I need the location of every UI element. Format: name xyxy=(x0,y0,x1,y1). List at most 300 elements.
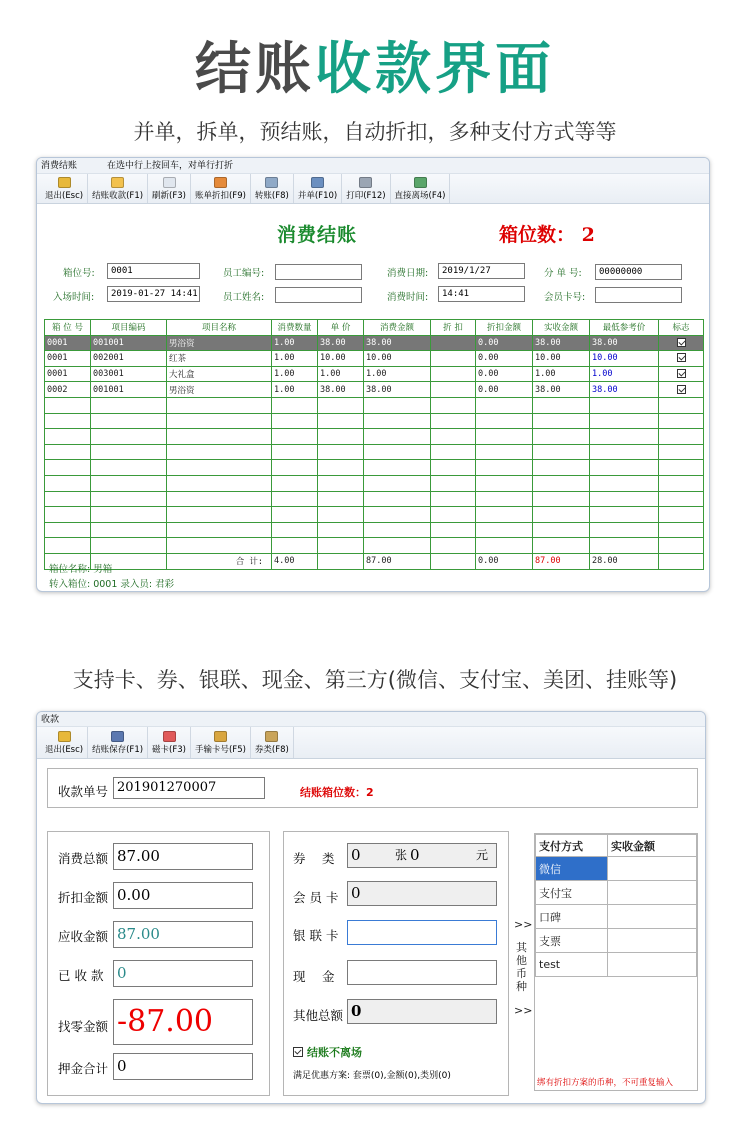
staff-name-field[interactable] xyxy=(275,287,362,303)
merge-icon xyxy=(311,177,324,188)
table-cell xyxy=(590,444,659,460)
table-cell xyxy=(659,413,704,429)
table-cell xyxy=(272,429,318,445)
amount-label: 找零金额 xyxy=(58,1019,109,1034)
pay-method-amount[interactable] xyxy=(608,881,697,905)
table-cell xyxy=(45,397,91,413)
box-no-field[interactable]: 0001 xyxy=(107,263,200,279)
table-cell xyxy=(476,460,533,476)
table-cell xyxy=(659,522,704,538)
table-cell xyxy=(167,538,272,554)
table-cell xyxy=(364,491,431,507)
table-cell xyxy=(91,522,167,538)
table-cell: 0001 xyxy=(45,351,91,367)
cash-label: 现 金 xyxy=(293,969,335,984)
table-cell: 10.00 xyxy=(590,351,659,367)
date-field[interactable]: 2019/1/27 xyxy=(438,263,525,279)
table-cell xyxy=(659,382,704,398)
table-cell: 0.00 xyxy=(476,351,533,367)
pay-panel xyxy=(534,833,698,1091)
items-table xyxy=(44,319,704,570)
payment-window xyxy=(36,711,706,1104)
table-cell xyxy=(272,491,318,507)
table-cell xyxy=(431,475,476,491)
table-cell xyxy=(167,522,272,538)
column-header[interactable]: 折扣金额 xyxy=(476,320,533,336)
pay-method-name: 支票 xyxy=(536,929,608,953)
payment-titlebar: 收款 xyxy=(37,712,705,727)
table-cell xyxy=(590,460,659,476)
amount-field[interactable]: 0 xyxy=(113,1053,253,1080)
pay-method-row[interactable] xyxy=(536,857,697,881)
table-cell xyxy=(533,507,590,523)
table-cell xyxy=(364,475,431,491)
transfer-icon xyxy=(265,177,278,188)
table-cell: 0001 xyxy=(45,335,91,351)
staff-no-field[interactable] xyxy=(275,264,362,280)
table-cell xyxy=(272,413,318,429)
pay-method-row[interactable] xyxy=(536,929,697,953)
amount-field[interactable]: 0 xyxy=(113,960,253,987)
column-header[interactable]: 实收金额 xyxy=(533,320,590,336)
table-cell xyxy=(272,538,318,554)
amount-label: 消费总额 xyxy=(58,851,109,866)
table-cell xyxy=(45,522,91,538)
promo-info: 满足优惠方案: 套票(0),金额(0),类别(0) xyxy=(293,1071,451,1081)
table-cell: 002001 xyxy=(91,351,167,367)
table-cell xyxy=(364,507,431,523)
table-cell xyxy=(590,507,659,523)
table-cell: 红茶 xyxy=(167,351,272,367)
table-cell: 1.00 xyxy=(318,366,364,382)
split-label: 分 单 号: xyxy=(544,268,582,279)
table-cell xyxy=(167,507,272,523)
time-label: 消费时间: xyxy=(387,292,429,303)
table-cell: 38.00 xyxy=(590,335,659,351)
table-cell xyxy=(318,413,364,429)
table-cell xyxy=(431,366,476,382)
total-row xyxy=(45,553,704,569)
table-cell xyxy=(659,475,704,491)
table-cell xyxy=(167,429,272,445)
table-cell xyxy=(45,413,91,429)
column-header[interactable]: 折 扣 xyxy=(431,320,476,336)
amount-field[interactable]: 87.00 xyxy=(113,843,253,870)
member-label: 会员卡号: xyxy=(544,292,586,303)
table-cell: 001001 xyxy=(91,335,167,351)
table-cell: 38.00 xyxy=(533,382,590,398)
split-field[interactable]: 00000000 xyxy=(595,264,682,280)
table-cell xyxy=(45,507,91,523)
toolbar xyxy=(37,174,709,204)
hero-title: 结账收款界面 xyxy=(195,37,555,102)
table-cell xyxy=(590,475,659,491)
amount-label: 押金合计 xyxy=(58,1061,109,1076)
discount-icon xyxy=(214,177,227,188)
table-cell: 1.00 xyxy=(533,366,590,382)
table-cell: 男浴资 xyxy=(167,382,272,398)
table-cell xyxy=(167,475,272,491)
table-header xyxy=(45,320,704,336)
table-cell xyxy=(590,522,659,538)
pay-method-name: 支付宝 xyxy=(536,881,608,905)
date-label: 消费日期: xyxy=(387,268,429,279)
table-cell xyxy=(476,507,533,523)
coupon-button[interactable]: 券类(F8) xyxy=(251,727,294,758)
manual-card-button[interactable]: 手输卡号(F5) xyxy=(191,727,251,758)
settle-button[interactable]: 结账收款(F1) xyxy=(88,174,148,203)
transfer-button[interactable]: 转账(F8) xyxy=(251,174,294,203)
coupon-field[interactable]: 0 张 0 元 xyxy=(347,843,497,868)
table-cell xyxy=(533,444,590,460)
pay-method-name: 微信 xyxy=(536,857,608,881)
table-cell xyxy=(272,522,318,538)
table-row[interactable] xyxy=(45,475,704,491)
total-cell: 4.00 xyxy=(272,553,318,569)
amount-label: 折扣金额 xyxy=(58,890,109,905)
table-cell xyxy=(590,397,659,413)
leave-button[interactable]: 直接离场(F4) xyxy=(391,174,451,203)
pay-method-amount[interactable] xyxy=(608,857,697,881)
staff-no-label: 员工编号: xyxy=(223,268,265,279)
pay-note: 绑有折扣方案的币种，不可重复输入 xyxy=(537,1078,674,1088)
column-header[interactable]: 单 价 xyxy=(318,320,364,336)
table-cell xyxy=(533,397,590,413)
member-card-field[interactable]: 0 xyxy=(347,881,497,906)
total-cell: 合 计: xyxy=(167,553,272,569)
amount-field[interactable]: -87.00 xyxy=(113,999,253,1045)
print-button[interactable]: 打印(F12) xyxy=(342,174,390,203)
table-cell xyxy=(318,429,364,445)
table-cell xyxy=(476,444,533,460)
table-cell xyxy=(272,444,318,460)
table-row[interactable] xyxy=(45,397,704,413)
table-cell xyxy=(431,382,476,398)
pay-method-row[interactable] xyxy=(536,905,697,929)
table-cell: 1.00 xyxy=(272,382,318,398)
table-cell xyxy=(91,491,167,507)
table-cell: 0001 xyxy=(45,366,91,382)
table-cell xyxy=(364,538,431,554)
table-cell xyxy=(91,507,167,523)
table-cell xyxy=(364,413,431,429)
pay-method-amount[interactable] xyxy=(608,905,697,929)
merge-button[interactable]: 并单(F10) xyxy=(294,174,342,203)
column-header[interactable]: 消费数量 xyxy=(272,320,318,336)
total-cell: 0.00 xyxy=(476,553,533,569)
transfer-info: 转入箱位: 0001 录入员: 君彩 xyxy=(49,579,175,590)
printer-icon xyxy=(359,177,372,188)
table-cell xyxy=(272,507,318,523)
table-cell xyxy=(476,429,533,445)
order-no-field[interactable]: 201901270007 xyxy=(113,777,265,799)
pay-method-amount[interactable] xyxy=(608,929,697,953)
table-cell xyxy=(659,538,704,554)
table-cell xyxy=(45,491,91,507)
amount-field[interactable]: 87.00 xyxy=(113,921,253,948)
table-cell xyxy=(45,444,91,460)
amount-label: 已 收 款 xyxy=(58,968,104,983)
member-field[interactable] xyxy=(595,287,682,303)
table-cell: 0.00 xyxy=(476,335,533,351)
enter-time-field[interactable]: 2019-01-27 14:41 xyxy=(107,286,200,302)
table-cell xyxy=(476,522,533,538)
table-cell xyxy=(590,538,659,554)
column-header[interactable]: 标志 xyxy=(659,320,704,336)
table-cell xyxy=(91,397,167,413)
total-cell xyxy=(318,553,364,569)
refresh-button[interactable]: 刷新(F3) xyxy=(148,174,191,203)
expand-arrow-2[interactable]: >> xyxy=(514,1004,533,1017)
save-button[interactable]: 结账保存(F1) xyxy=(88,727,148,758)
table-cell xyxy=(91,460,167,476)
table-cell xyxy=(659,491,704,507)
pay-method-name: 口碑 xyxy=(536,905,608,929)
table-cell xyxy=(45,475,91,491)
table-row[interactable] xyxy=(45,538,704,554)
table-cell xyxy=(533,491,590,507)
pay-method-row[interactable] xyxy=(536,881,697,905)
exit-icon xyxy=(58,177,71,188)
no-leave-option[interactable]: 结账不离场 xyxy=(293,1044,362,1060)
total-cell: 87.00 xyxy=(364,553,431,569)
other-total-label: 其他总额 xyxy=(293,1008,344,1023)
table-cell xyxy=(659,507,704,523)
coupon-icon xyxy=(265,731,278,742)
table-cell xyxy=(533,429,590,445)
expand-arrow[interactable]: >> xyxy=(514,918,533,931)
amount-label: 应收金额 xyxy=(58,929,109,944)
table-cell: 1.00 xyxy=(272,366,318,382)
table-cell xyxy=(167,444,272,460)
checkbox-icon[interactable] xyxy=(677,338,686,347)
table-cell xyxy=(45,460,91,476)
other-total-field[interactable]: 0 xyxy=(347,999,497,1024)
table-row[interactable] xyxy=(45,444,704,460)
checkout-heading: 消费结账 xyxy=(277,224,358,246)
amount-field[interactable]: 0.00 xyxy=(113,882,253,909)
table-cell xyxy=(272,475,318,491)
column-header[interactable]: 项目编码 xyxy=(91,320,167,336)
settle-icon xyxy=(111,177,124,188)
table-cell xyxy=(590,491,659,507)
total-cell xyxy=(659,553,704,569)
checkbox-icon[interactable] xyxy=(677,369,686,378)
table-cell xyxy=(318,507,364,523)
coupon-label: 券 类 xyxy=(293,851,335,866)
table-cell: 1.00 xyxy=(272,351,318,367)
table-cell: 0002 xyxy=(45,382,91,398)
table-row[interactable] xyxy=(45,351,704,367)
table-cell xyxy=(45,538,91,554)
table-cell xyxy=(431,507,476,523)
table-cell xyxy=(45,429,91,445)
table-cell xyxy=(318,522,364,538)
table-cell xyxy=(431,491,476,507)
pay-method-name: test xyxy=(536,953,608,977)
table-row[interactable] xyxy=(45,335,704,351)
table-cell xyxy=(476,413,533,429)
table-row[interactable] xyxy=(45,382,704,398)
box-count: 箱位数： 2 xyxy=(499,224,595,246)
union-card-field[interactable] xyxy=(347,920,497,945)
table-cell: 10.00 xyxy=(533,351,590,367)
table-cell xyxy=(431,538,476,554)
person-icon xyxy=(414,177,427,188)
table-cell xyxy=(533,460,590,476)
pay-method-amount[interactable] xyxy=(608,953,697,977)
total-cell: 87.00 xyxy=(533,553,590,569)
table-cell xyxy=(533,475,590,491)
discount-button[interactable]: 账单折扣(F9) xyxy=(191,174,251,203)
table-row[interactable] xyxy=(45,460,704,476)
table-cell: 1.00 xyxy=(272,335,318,351)
checkbox-icon xyxy=(293,1047,303,1057)
table-cell xyxy=(476,538,533,554)
table-cell: 0.00 xyxy=(476,366,533,382)
table-row[interactable] xyxy=(45,429,704,445)
column-header[interactable]: 箱 位 号 xyxy=(45,320,91,336)
checkout-window xyxy=(36,157,710,592)
table-cell xyxy=(318,491,364,507)
column-header[interactable]: 项目名称 xyxy=(167,320,272,336)
table-cell xyxy=(318,397,364,413)
settle-count: 结账箱位数：2 xyxy=(300,786,374,799)
table-cell xyxy=(167,491,272,507)
table-cell xyxy=(659,444,704,460)
table-cell: 001001 xyxy=(91,382,167,398)
union-card-label: 银 联 卡 xyxy=(293,928,339,943)
table-cell xyxy=(364,460,431,476)
window-titlebar: 消费结账 在选中行上按回车，对单行打折 xyxy=(37,158,709,174)
table-cell: 38.00 xyxy=(533,335,590,351)
table-cell xyxy=(659,397,704,413)
table-cell: 1.00 xyxy=(590,366,659,382)
table-cell xyxy=(590,413,659,429)
table-cell xyxy=(431,397,476,413)
member-card-label: 会 员 卡 xyxy=(293,890,339,905)
pay-header: 支付方式 实收金额 xyxy=(536,835,697,857)
table-cell: 003001 xyxy=(91,366,167,382)
table-cell xyxy=(431,351,476,367)
table-cell xyxy=(533,538,590,554)
table-cell xyxy=(364,522,431,538)
refresh-icon xyxy=(163,177,176,188)
box-no-label: 箱位号: xyxy=(63,268,95,279)
table-cell: 38.00 xyxy=(318,382,364,398)
table-cell: 38.00 xyxy=(364,382,431,398)
table-cell: 10.00 xyxy=(364,351,431,367)
table-cell xyxy=(91,429,167,445)
table-cell xyxy=(272,460,318,476)
exit-button[interactable]: 退出(Esc) xyxy=(41,727,88,758)
staff-name-label: 员工姓名: xyxy=(223,292,265,303)
payment-caption: 支持卡、券、银联、现金、第三方(微信、支付宝、美团、挂账等) xyxy=(72,668,678,692)
table-cell: 38.00 xyxy=(590,382,659,398)
table-row[interactable] xyxy=(45,413,704,429)
table-cell xyxy=(91,444,167,460)
table-cell xyxy=(318,460,364,476)
cash-field[interactable] xyxy=(347,960,497,985)
table-cell xyxy=(476,397,533,413)
total-cell: 28.00 xyxy=(590,553,659,569)
table-cell xyxy=(431,460,476,476)
table-row[interactable] xyxy=(45,507,704,523)
pay-method-row[interactable] xyxy=(536,953,697,977)
table-row[interactable] xyxy=(45,491,704,507)
table-cell xyxy=(533,413,590,429)
exit-button[interactable]: 退出(Esc) xyxy=(41,174,88,203)
table-cell: 大礼盒 xyxy=(167,366,272,382)
table-cell xyxy=(533,522,590,538)
table-cell xyxy=(91,475,167,491)
table-cell: 10.00 xyxy=(318,351,364,367)
table-cell xyxy=(364,397,431,413)
table-cell xyxy=(590,429,659,445)
enter-time-label: 入场时间: xyxy=(53,292,95,303)
column-header[interactable]: 最低参考价 xyxy=(590,320,659,336)
card-icon xyxy=(163,731,176,742)
order-label: 收款单号 xyxy=(58,784,109,799)
table-cell xyxy=(364,429,431,445)
keyboard-icon xyxy=(214,731,227,742)
checkbox-icon[interactable] xyxy=(677,385,686,394)
other-currency-label: 其他币种 xyxy=(516,941,527,993)
table-cell xyxy=(167,397,272,413)
table-cell xyxy=(659,366,704,382)
pay-methods-table xyxy=(535,834,697,977)
table-cell xyxy=(167,413,272,429)
column-header[interactable]: 消费金额 xyxy=(364,320,431,336)
table-cell xyxy=(659,460,704,476)
table-cell xyxy=(318,475,364,491)
table-cell: 38.00 xyxy=(364,335,431,351)
table-cell xyxy=(431,522,476,538)
exit-icon xyxy=(58,731,71,742)
table-cell xyxy=(318,538,364,554)
table-cell: 0.00 xyxy=(476,382,533,398)
table-cell xyxy=(431,444,476,460)
table-cell xyxy=(476,475,533,491)
table-cell xyxy=(91,413,167,429)
checkbox-icon[interactable] xyxy=(677,353,686,362)
table-cell xyxy=(431,335,476,351)
table-row[interactable] xyxy=(45,522,704,538)
table-cell xyxy=(318,444,364,460)
box-name: 箱位名称: 男箱 xyxy=(49,564,113,575)
table-cell xyxy=(659,351,704,367)
hero-subtitle: 并单，拆单，预结账，自动折扣，多种支付方式等等 xyxy=(133,120,617,144)
table-cell xyxy=(431,429,476,445)
table-cell xyxy=(431,413,476,429)
table-cell xyxy=(167,460,272,476)
card-button[interactable]: 磁卡(F3) xyxy=(148,727,191,758)
table-cell xyxy=(91,538,167,554)
table-cell: 38.00 xyxy=(318,335,364,351)
table-cell xyxy=(272,397,318,413)
table-cell: 男浴资 xyxy=(167,335,272,351)
table-cell xyxy=(476,491,533,507)
total-cell xyxy=(431,553,476,569)
table-cell xyxy=(659,335,704,351)
table-row[interactable] xyxy=(45,366,704,382)
table-cell xyxy=(364,444,431,460)
table-cell: 1.00 xyxy=(364,366,431,382)
payment-toolbar xyxy=(37,727,705,759)
save-icon xyxy=(111,731,124,742)
time-field[interactable]: 14:41 xyxy=(438,286,525,302)
table-cell xyxy=(659,429,704,445)
